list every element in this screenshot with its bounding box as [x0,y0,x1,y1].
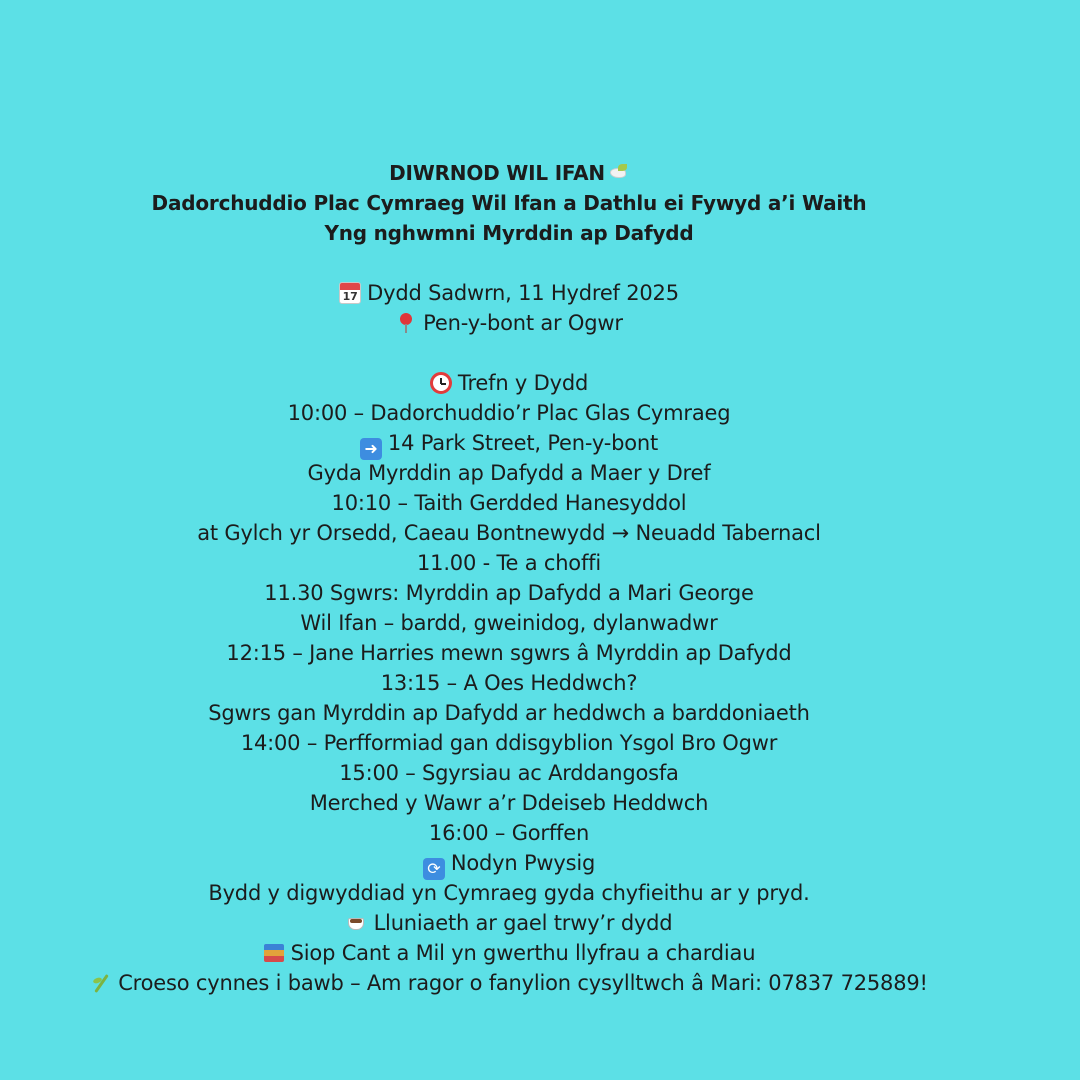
refreshments-note: Lluniaeth ar gael trwy’r dydd [373,911,673,935]
spacer [0,248,1018,278]
location-line [0,308,1018,338]
shop-line [0,938,1018,968]
schedule-item: 10:10 – Taith Gerdded Hanesyddol [331,491,687,515]
shop-note: Siop Cant a Mil yn gwerthu llyfrau a chardiau [290,941,756,965]
event-location: Pen-y-bont ar Ogwr [423,311,623,335]
schedule-item: 16:00 – Gorffen [428,821,590,845]
schedule-item: Sgwrs gan Myrddin ap Dafydd ar heddwch a barddoniaeth [208,701,810,725]
event-title: DIWRNOD WIL IFAN [389,161,605,185]
dove-icon [607,162,629,184]
schedule-item: 15:00 – Sgyrsiau ac Arddangosfa [339,761,679,785]
schedule-item: 12:15 – Jane Harries mewn sgwrs â Myrddin ap Dafydd [226,641,792,665]
right-arrow-icon: ➜ [360,438,382,460]
coffee-icon [346,912,368,934]
schedule-heading: Trefn y Dydd [457,371,589,395]
schedule-item: 13:15 – A Oes Heddwch? [380,671,638,695]
schedule-item: 14:00 – Perfformiad gan ddisgyblion Ysgol Bro Ogwr [240,731,778,755]
poster [0,158,1018,998]
welcome-line [0,968,1018,998]
alarm-clock-icon [430,372,452,394]
branch-icon [90,972,112,994]
event-date: Dydd Sadwrn, 11 Hydref 2025 [367,281,679,305]
pin-icon [395,312,417,334]
notes-heading: Nodyn Pwysig [450,851,596,875]
refresh-icon: ⟳ [423,858,445,880]
schedule-item: 11.30 Sgwrs: Myrddin ap Dafydd a Mari George [264,581,754,605]
schedule-item: 11.00 - Te a choffi [417,551,601,575]
schedule-address: 14 Park Street, Pen-y-bont [387,431,659,455]
schedule-item: Gyda Myrddin ap Dafydd a Maer y Dref [307,461,711,485]
title-line [0,158,1018,188]
schedule-item: 10:00 – Dadorchuddio’r Plac Glas Cymraeg [287,401,731,425]
spacer [0,338,1018,368]
books-icon [263,942,285,964]
date-line [0,278,1018,308]
calendar-icon [339,282,361,304]
event-subtitle: Dadorchuddio Plac Cymraeg Wil Ifan a Dathlu ei Fywyd a’i Waith [151,191,867,215]
notes-heading-line [0,848,1018,878]
welcome-note: Croeso cynnes i bawb – Am ragor o fanylion cysylltwch â Mari: 07837 725889! [118,971,928,995]
translation-note: Bydd y digwyddiad yn Cymraeg gyda chyfieithu ar y pryd. [208,881,810,905]
refreshments-line [0,908,1018,938]
schedule-item-address [0,428,1018,458]
schedule-item: Wil Ifan – bardd, gweinidog, dylanwadwr [300,611,718,635]
schedule-item: Merched y Wawr a’r Ddeiseb Heddwch [309,791,709,815]
event-company: Yng nghwmni Myrddin ap Dafydd [324,221,694,245]
schedule-heading-line [0,368,1018,398]
schedule-item: at Gylch yr Orsedd, Caeau Bontnewydd → Neuadd Tabernacl [197,521,821,545]
